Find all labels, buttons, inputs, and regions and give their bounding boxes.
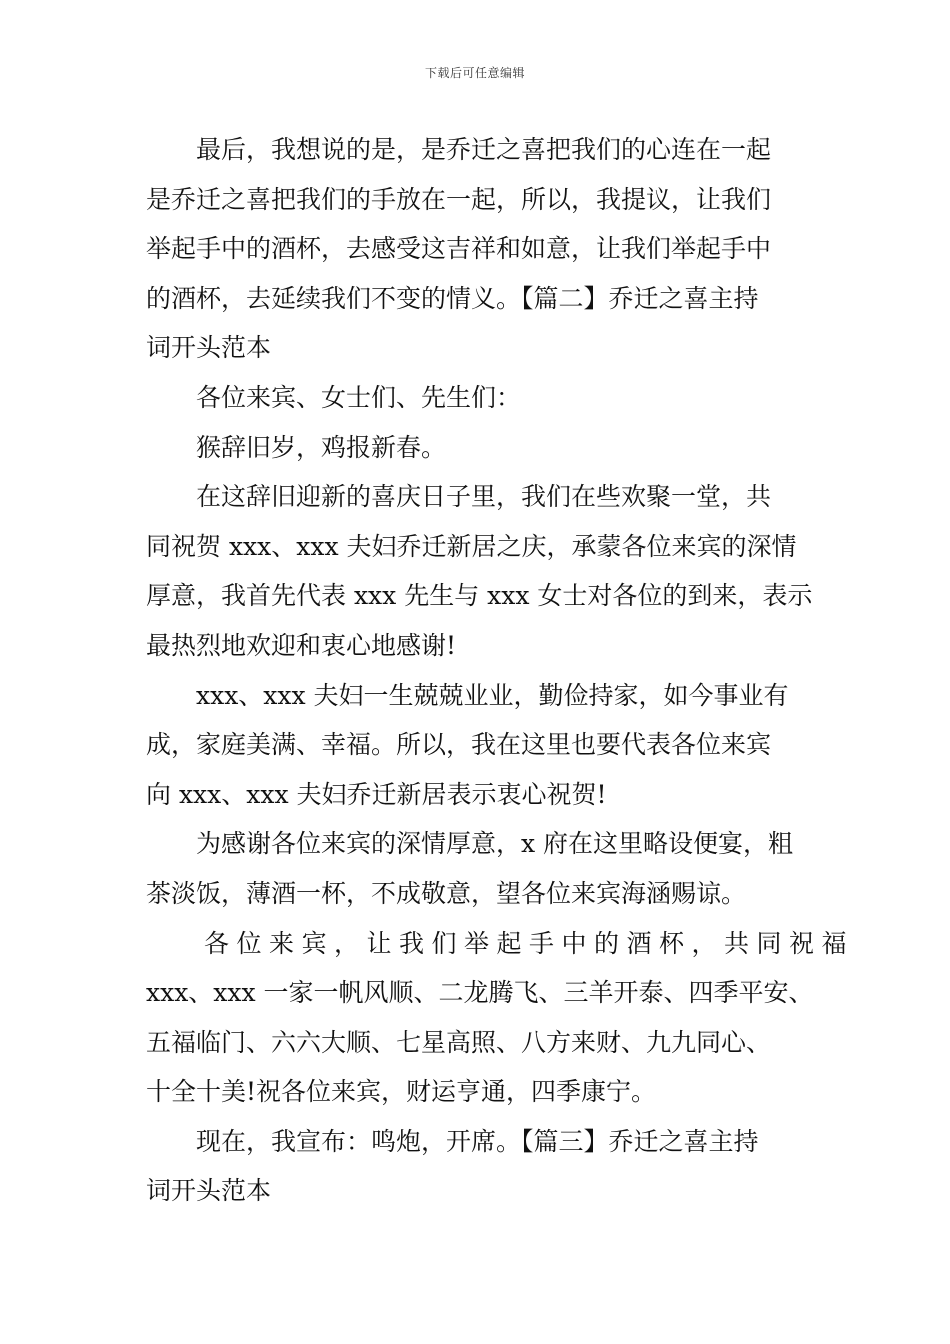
text-line: 向 xxx、xxx 夫妇乔迁新居表示衷心祝贺! <box>146 779 607 809</box>
text-line: 最后，我想说的是，是乔迁之喜把我们的心连在一起 <box>196 135 772 164</box>
text-line: 同祝贺 xxx、xxx 夫妇乔迁新居之庆，承蒙各位来宾的深情 <box>146 531 797 561</box>
text-line: 的酒杯，去延续我们不变的情义。【篇二】乔迁之喜主持 <box>146 283 759 313</box>
text-line: xxx、xxx 一家一帆风顺、二龙腾飞、三羊开泰、四季平安、 <box>146 978 814 1008</box>
text-line: 五福临门、六六大顺、七星高照、八方来财、九九同心、 <box>146 1027 772 1057</box>
text-line: 为感谢各位来宾的深情厚意，x 府在这里略设便宴，粗 <box>196 829 794 859</box>
text-line: 各位来宾、女士们、先生们： <box>196 382 522 412</box>
text-line: 词开头范本 <box>146 333 272 363</box>
text-line: 是乔迁之喜把我们的手放在一起，所以，我提议，让我们 <box>146 184 772 214</box>
text-line: 现在，我宣布：鸣炮，开席。【篇三】乔迁之喜主持 <box>196 1126 759 1156</box>
text-line: xxx、xxx 夫妇一生兢兢业业，勤俭持家，如今事业有 <box>196 680 789 710</box>
text-line: 词开头范本 <box>146 1176 272 1206</box>
page-header: 下载后可任意编辑 <box>424 66 525 80</box>
text-line: 茶淡饭，薄酒一杯，不成敬意，望各位来宾海涵赐谅。 <box>146 878 747 908</box>
text-line: 十全十美!祝各位来宾，财运亨通，四季康宁。 <box>146 1077 657 1107</box>
text-line: 最热烈地欢迎和衷心地感谢! <box>146 630 457 660</box>
text-line: 猴辞旧岁，鸡报新春。 <box>196 432 447 462</box>
text-line: 各位来宾，让我们举起手中的酒杯，共同祝福 <box>204 928 855 958</box>
text-line: 成，家庭美满、幸福。所以，我在这里也要代表各位来宾 <box>146 730 772 760</box>
text-line: 在这辞旧迎新的喜庆日子里，我们在些欢聚一堂，共 <box>196 482 772 512</box>
text-line: 举起手中的酒杯，去感受这吉祥和如意，让我们举起手中 <box>146 234 772 264</box>
document-body <box>146 125 855 1216</box>
text-line: 厚意，我首先代表 xxx 先生与 xxx 女士对各位的到来，表示 <box>146 581 813 611</box>
